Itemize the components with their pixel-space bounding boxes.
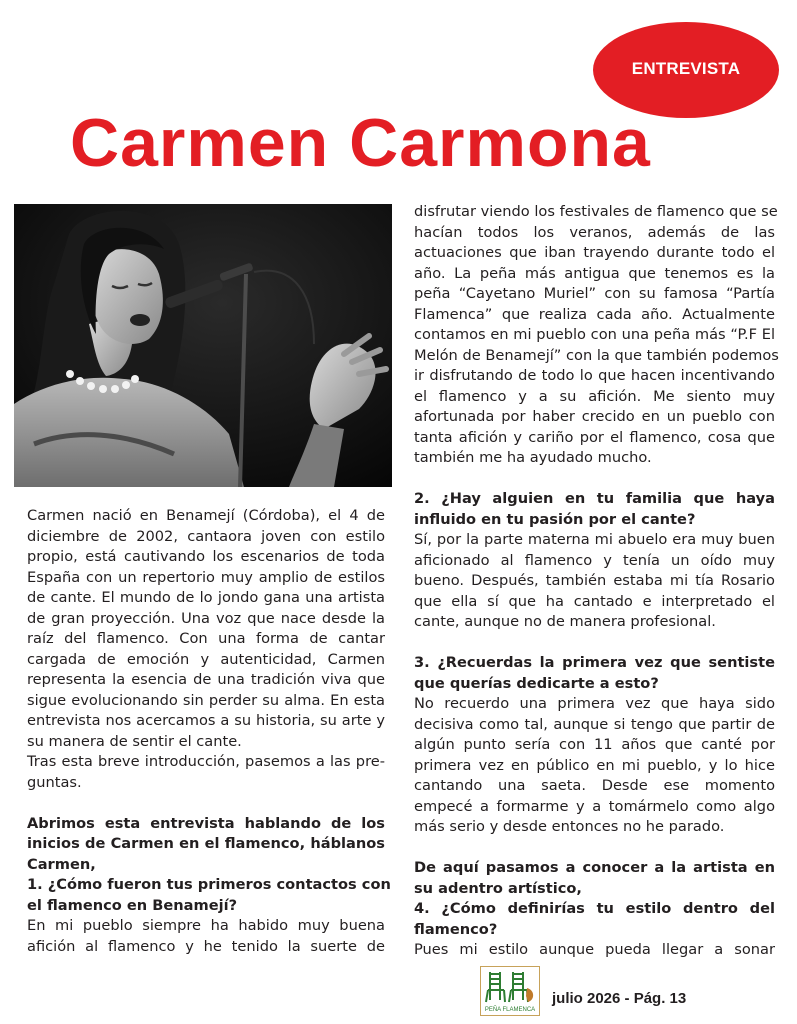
intro-line: de cante. El mundo de lo jondo gana una artista xyxy=(27,589,385,606)
question-1 xyxy=(27,875,391,916)
answer-line: primera vez en público en mi pueblo, y lo hice xyxy=(414,756,775,774)
answer-line: cante, aunque no de manera profesional. xyxy=(414,613,716,630)
section-heading-line: su adentro artístico, xyxy=(414,879,582,897)
answer-line: empecé a formarme y a tomármelo como algo xyxy=(414,797,775,815)
answer-line: año. La peña más antigua que tenemos es la xyxy=(414,264,775,282)
question-line: 3. ¿Recuerdas la primera vez que sentiste xyxy=(414,654,775,671)
question-line: que querías dedicarte a esto? xyxy=(414,674,659,692)
answer-line: aficionado al flamenco y tenía un oído muy xyxy=(414,551,775,569)
answer-line: No recuerdo una primera vez que haya sido xyxy=(414,695,775,712)
section-heading-line: Abrimos esta entrevista hablando de los xyxy=(27,814,385,832)
answer-line: En mi pueblo siempre ha habido muy buena xyxy=(27,917,385,934)
left-column xyxy=(27,506,391,957)
singer-photo xyxy=(14,204,392,487)
intro-line: cargada de emoción y autenticidad, Carmen xyxy=(27,650,385,668)
answer-line: disfrutar viendo los festivales de flamenco que se xyxy=(414,203,778,220)
transition-line: Tras esta breve introducción, pasemos a las pre- xyxy=(27,753,385,770)
answer-1-continued xyxy=(414,202,779,469)
answer-line: ir disfrutando de todo lo que hacen incentivando xyxy=(414,367,775,384)
answer-line: actuaciones que iban trayendo durante todo el xyxy=(414,244,775,261)
question-2 xyxy=(414,489,775,530)
right-column xyxy=(414,202,779,961)
answer-line: también me ha ayudado mucho. xyxy=(414,449,652,466)
answer-line: hacían todos los veranos, además de las xyxy=(414,223,775,241)
question-line: flamenco? xyxy=(414,920,498,938)
answer-1-start xyxy=(27,916,385,957)
section-badge-label: ENTREVISTA xyxy=(631,59,741,78)
answer-line: tanta afición y cariño por el flamenco, cosa que xyxy=(414,428,775,446)
section-heading-line: Carmen, xyxy=(27,855,96,873)
intro-line: diciembre de 2002, cantaora joven con estilo xyxy=(27,527,385,545)
question-line: influido en tu pasión por el cante? xyxy=(414,510,696,528)
answer-line: peña “Cayetano Muriel” con su famosa “Partía xyxy=(414,285,775,302)
answer-line: afición al flamenco y he tenido la suerte de xyxy=(27,937,385,955)
intro-line: entrevista nos acercamos a su historia, su arte y xyxy=(27,712,385,729)
intro-paragraph xyxy=(27,506,385,752)
issue-date-and-page: julio 2026 - Pág. 13 xyxy=(552,990,687,1007)
logo-text: PEÑA FLAMENCA xyxy=(484,1007,536,1013)
opening-section-heading xyxy=(27,814,385,876)
intro-line: España con un repertorio muy amplio de estilos xyxy=(27,568,385,586)
answer-2 xyxy=(414,530,775,633)
transition-line: guntas. xyxy=(27,773,82,791)
intro-line: representa la esencia de una tradición viva que xyxy=(27,671,385,688)
answer-3 xyxy=(414,694,775,838)
question-line: el flamenco en Benamejí? xyxy=(27,896,238,914)
answer-line: Pues mi estilo aunque pueda llegar a sonar xyxy=(414,941,775,958)
answer-line: Melón de Benamejí” con la que también podemos xyxy=(414,346,779,364)
question-line: 4. ¿Cómo definirías tu estilo dentro del xyxy=(414,900,775,917)
singer-photo-illustration xyxy=(14,204,392,487)
answer-line: el flamenco y a su afición. Me siento muy xyxy=(414,387,775,405)
answer-line: contamos en mi pueblo con una peña más “P.F El xyxy=(414,326,775,343)
answer-line: Flamenca” que realiza cada año. Actualmente xyxy=(414,305,775,323)
answer-4-start xyxy=(414,940,775,961)
artistic-section-heading xyxy=(414,858,775,899)
intro-transition xyxy=(27,752,385,793)
section-heading-line: De aquí pasamos a conocer a la artista en xyxy=(414,859,775,876)
question-4 xyxy=(414,899,775,940)
answer-line: decisiva como tal, aunque si tengo que partir de xyxy=(414,715,775,733)
answer-line: que ella sí que ha cantado e interpretado el xyxy=(414,592,775,610)
question-3 xyxy=(414,653,775,694)
section-heading-line: inicios de Carmen en el flamenco, háblanos xyxy=(27,835,385,852)
pena-flamenca-logo xyxy=(480,966,540,1016)
intro-line: propio, está cautivando los escenarios de toda xyxy=(27,548,385,565)
intro-line: raíz del flamenco. Con una forma de cantar xyxy=(27,630,385,647)
article-title: Carmen Carmona xyxy=(70,105,651,181)
intro-line: sigue evolucionando sin perder su alma. En esta xyxy=(27,691,385,709)
question-line: 1. ¿Cómo fueron tus primeros contactos con xyxy=(27,876,391,893)
intro-line: su manera de sentir el cante. xyxy=(27,732,242,750)
answer-line: más serio y desde entonces no he parado. xyxy=(414,818,725,835)
answer-line: afortunada por haber crecido en un pueblo con xyxy=(414,408,775,425)
intro-line: Carmen nació en Benamejí (Córdoba), el 4 de xyxy=(27,507,385,524)
chairs-logo-icon xyxy=(480,966,540,1016)
question-line: 2. ¿Hay alguien en tu familia que haya xyxy=(414,490,775,507)
answer-line: bueno. Después, también estaba mi tía Rosario xyxy=(414,572,775,589)
answer-line: Sí, por la parte materna mi abuelo era muy buen xyxy=(414,531,775,548)
answer-line: algún punto sería con 11 años que canté por xyxy=(414,736,775,753)
intro-line: de gran proyección. Una voz que nace desde la xyxy=(27,609,385,627)
answer-line: cantando una saeta. Desde ese momento xyxy=(414,777,775,794)
